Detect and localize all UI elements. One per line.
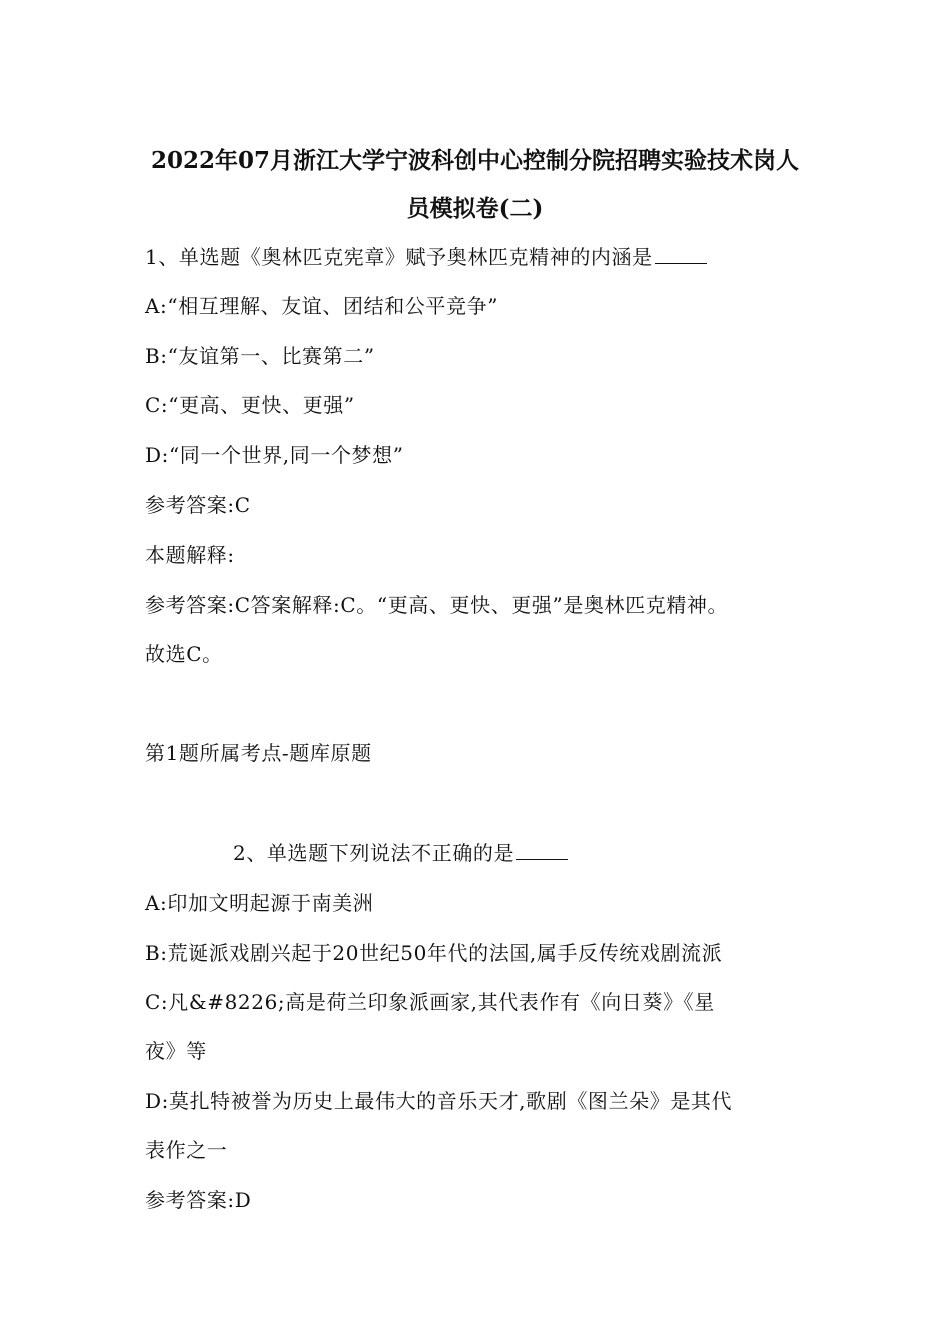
question-2-answer: 参考答案:D xyxy=(145,1188,252,1212)
question-1-option-d: D:“同一个世界,同一个梦想” xyxy=(145,443,404,467)
question-1-source: 第1题所属考点-题库原题 xyxy=(145,741,372,765)
question-1-answer: 参考答案:C xyxy=(145,493,251,517)
question-2-stem-text: 2、单选题下列说法不正确的是 xyxy=(233,841,515,865)
question-1-explanation-line-1: 参考答案:C答案解释:C。“更高、更快、更强”是奥林匹克精神。 xyxy=(145,593,729,617)
question-1-stem xyxy=(145,241,707,270)
question-1-explanation-line-2: 故选C。 xyxy=(145,642,223,666)
answer-blank xyxy=(655,245,707,264)
question-2-option-d-line-1: D:莫扎特被誉为历史上最伟大的音乐天才,歌剧《图兰朵》是其代 xyxy=(145,1089,733,1113)
question-1-stem-text: 1、单选题《奥林匹克宪章》赋予奥林匹克精神的内涵是 xyxy=(145,245,653,269)
question-1-option-b: B:“友谊第一、比赛第二” xyxy=(145,344,375,368)
question-2-option-b: B:荒诞派戏剧兴起于20世纪50年代的法国,属手反传统戏剧流派 xyxy=(145,941,723,965)
document-title-line-1: 2022年07月浙江大学宁波科创中心控制分院招聘实验技术岗人 xyxy=(150,147,800,174)
answer-blank xyxy=(516,841,568,860)
document-title-line-2: 员模拟卷(二) xyxy=(406,195,544,222)
question-2-option-c-line-2: 夜》等 xyxy=(145,1039,207,1063)
question-1-explanation-label: 本题解释: xyxy=(145,543,235,567)
question-1-option-a: A:“相互理解、友谊、团结和公平竞争” xyxy=(145,294,499,318)
question-2-stem xyxy=(233,837,568,866)
question-2-option-a: A:印加文明起源于南美洲 xyxy=(145,891,374,915)
question-1-option-c: C:“更高、更快、更强” xyxy=(145,393,355,417)
question-2-option-c-line-1: C:凡&#8226;高是荷兰印象派画家,其代表作有《向日葵》《星 xyxy=(145,990,715,1014)
question-2-option-d-line-2: 表作之一 xyxy=(145,1138,228,1162)
